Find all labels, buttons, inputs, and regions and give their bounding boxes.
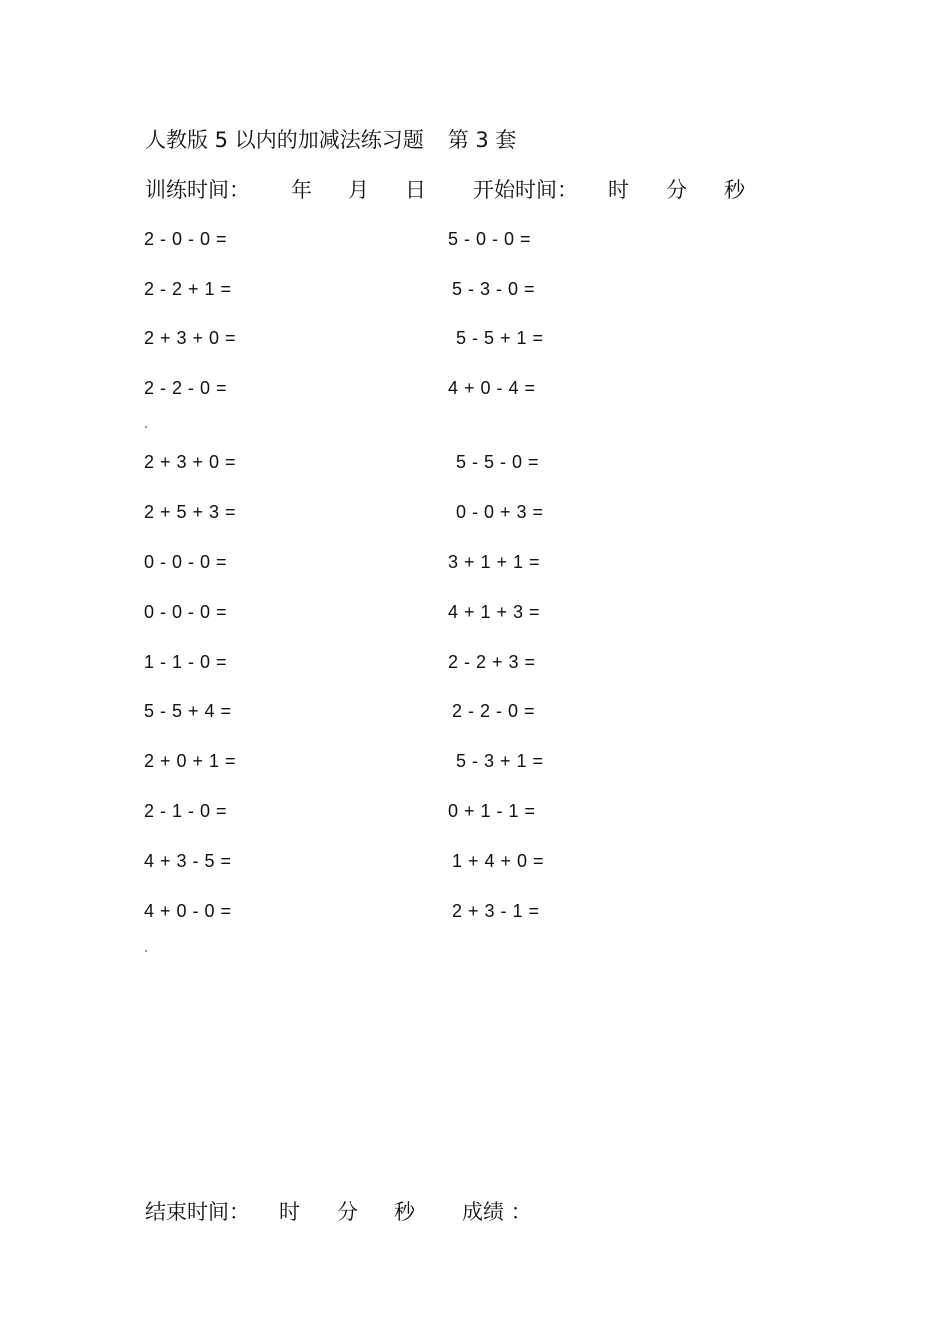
- end-hour-label: 时: [279, 1200, 300, 1224]
- problem-right-11: 5 - 3 + 1 =: [456, 751, 544, 771]
- title-text: 人教版 5 以内的加减法练习题: [145, 128, 424, 152]
- start-time-label: 开始时间：: [473, 178, 578, 202]
- problem-right-7: 3 + 1 + 1 =: [448, 552, 541, 572]
- start-minute-label: 分: [666, 178, 687, 202]
- end-minute-label: 分: [337, 1200, 358, 1224]
- problem-right-10: 2 - 2 - 0 =: [452, 701, 536, 721]
- set-label: 第 3 套: [447, 128, 517, 152]
- problem-left-5: 2 + 3 + 0 =: [144, 452, 237, 472]
- problem-left-8: 0 - 0 - 0 =: [144, 602, 228, 622]
- problem-right-13: 1 + 4 + 0 =: [452, 851, 545, 871]
- problem-left-14: 4 + 0 - 0 =: [144, 901, 232, 921]
- problem-right-1: 5 - 0 - 0 =: [448, 229, 532, 249]
- problem-left-10: 5 - 5 + 4 =: [144, 701, 232, 721]
- problem-right-9: 2 - 2 + 3 =: [448, 652, 536, 672]
- score-label: 成绩 ：: [462, 1200, 532, 1224]
- problem-right-14: 2 + 3 - 1 =: [452, 901, 540, 921]
- problem-left-9: 1 - 1 - 0 =: [144, 652, 228, 672]
- problem-right-4: 4 + 0 - 4 =: [448, 378, 536, 398]
- stray-mark: [145, 426, 147, 428]
- problem-right-12: 0 + 1 - 1 =: [448, 801, 536, 821]
- month-label: 月: [348, 178, 369, 202]
- day-label: 日: [405, 178, 426, 202]
- start-second-label: 秒: [724, 178, 745, 202]
- stray-mark: [145, 950, 147, 952]
- problem-right-3: 5 - 5 + 1 =: [456, 328, 544, 348]
- problem-left-6: 2 + 5 + 3 =: [144, 502, 237, 522]
- year-label: 年: [291, 178, 312, 202]
- problem-left-11: 2 + 0 + 1 =: [144, 751, 237, 771]
- problem-left-13: 4 + 3 - 5 =: [144, 851, 232, 871]
- problem-left-12: 2 - 1 - 0 =: [144, 801, 228, 821]
- problem-right-6: 0 - 0 + 3 =: [456, 502, 544, 522]
- page-title: [145, 124, 516, 154]
- problem-left-1: 2 - 0 - 0 =: [144, 229, 228, 249]
- problem-right-5: 5 - 5 - 0 =: [456, 452, 540, 472]
- start-hour-label: 时: [608, 178, 629, 202]
- problem-right-2: 5 - 3 - 0 =: [452, 279, 536, 299]
- problem-left-4: 2 - 2 - 0 =: [144, 378, 228, 398]
- end-time-label: 结束时间：: [145, 1200, 250, 1224]
- end-second-label: 秒: [394, 1200, 415, 1224]
- problem-right-8: 4 + 1 + 3 =: [448, 602, 541, 622]
- problem-left-2: 2 - 2 + 1 =: [144, 279, 232, 299]
- training-time-label: 训练时间：: [145, 178, 250, 202]
- problem-left-3: 2 + 3 + 0 =: [144, 328, 237, 348]
- problem-left-7: 0 - 0 - 0 =: [144, 552, 228, 572]
